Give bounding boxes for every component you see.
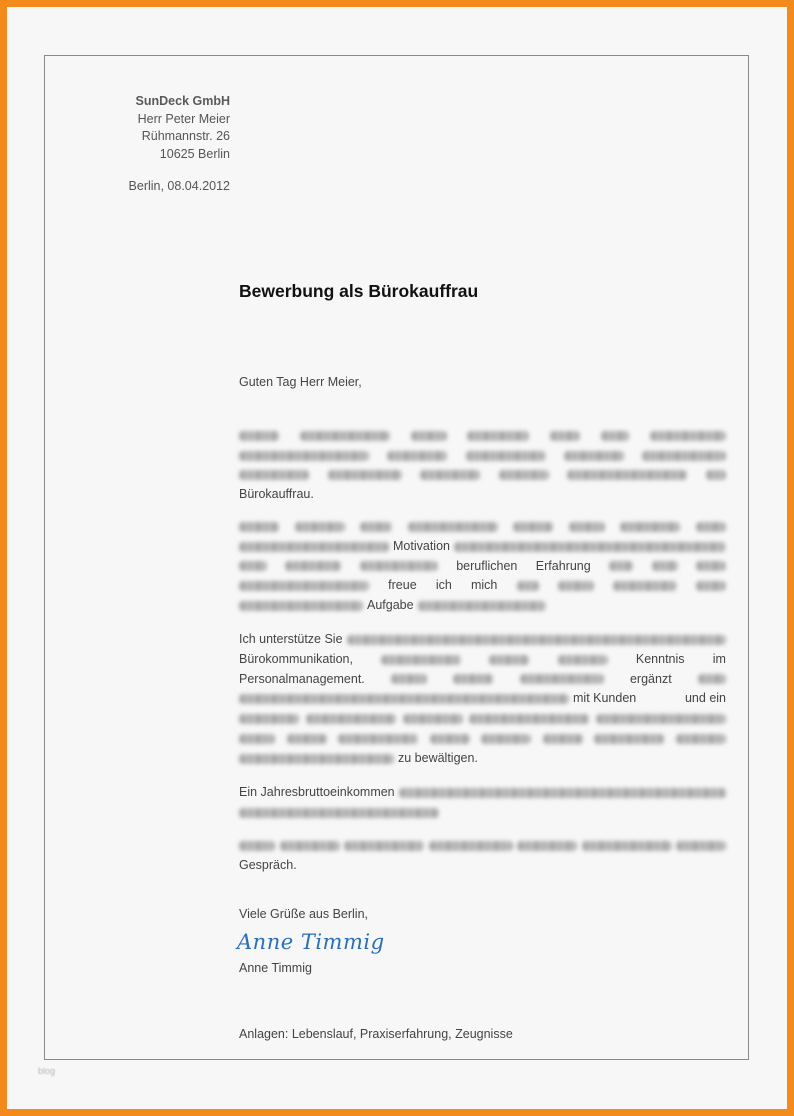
signer-name: Anne Timmig: [239, 961, 312, 975]
text-line: Ich unterstütze Sie: [239, 630, 726, 650]
paragraph-1-end: Bürokauffrau.: [239, 487, 314, 502]
text-line: Motivation: [239, 537, 726, 557]
sender-city: 10625 Berlin: [159, 146, 230, 161]
date-line: Berlin, 08.04.2012: [128, 179, 230, 193]
text-line: zu bewältigen.: [239, 749, 726, 769]
text-line: Ein Jahresbruttoeinkommen: [239, 783, 726, 803]
handwritten-signature: Anne Timmig: [237, 930, 385, 954]
text-line: freue ich mich: [239, 576, 726, 596]
text-line: Bürokommunikation, Kenntnis im: [239, 651, 726, 666]
sender-address: [130, 93, 230, 163]
text-line: Aufgabe: [239, 596, 726, 616]
letter-subject: Bewerbung als Bürokauffrau: [239, 281, 479, 301]
attachments-line: Anlagen: Lebenslauf, Praxiserfahrung, Zeugnisse: [239, 1027, 513, 1041]
paragraph-3: [239, 630, 726, 769]
blurred-line: [239, 517, 726, 537]
blurred-line: [239, 729, 726, 749]
paragraph-2: [239, 517, 726, 616]
blurred-line: [239, 836, 726, 856]
text-line: mit Kunden und ein: [239, 689, 726, 709]
paragraph-5-end: Gespräch.: [239, 857, 297, 872]
text-line: beruflichen Erfahrung: [239, 557, 726, 577]
text-line: Personalmanagement. ergänzt: [239, 670, 726, 690]
sender-street: Rühmannstr. 26: [141, 129, 230, 143]
paragraph-5: [239, 836, 726, 876]
greeting: Guten Tag Herr Meier,: [239, 375, 362, 389]
blurred-line: [239, 709, 726, 729]
blurred-line: [239, 446, 726, 466]
blurred-line: [239, 426, 726, 446]
blurred-line: [239, 803, 726, 823]
blurred-line: [239, 466, 726, 486]
watermark: blog: [38, 1066, 56, 1076]
sender-contact: Herr Peter Meier: [137, 111, 230, 126]
paragraph-4: [239, 783, 726, 823]
paragraph-1: [239, 426, 726, 505]
closing: Viele Grüße aus Berlin,: [239, 907, 368, 921]
sender-company: SunDeck GmbH: [135, 94, 230, 108]
